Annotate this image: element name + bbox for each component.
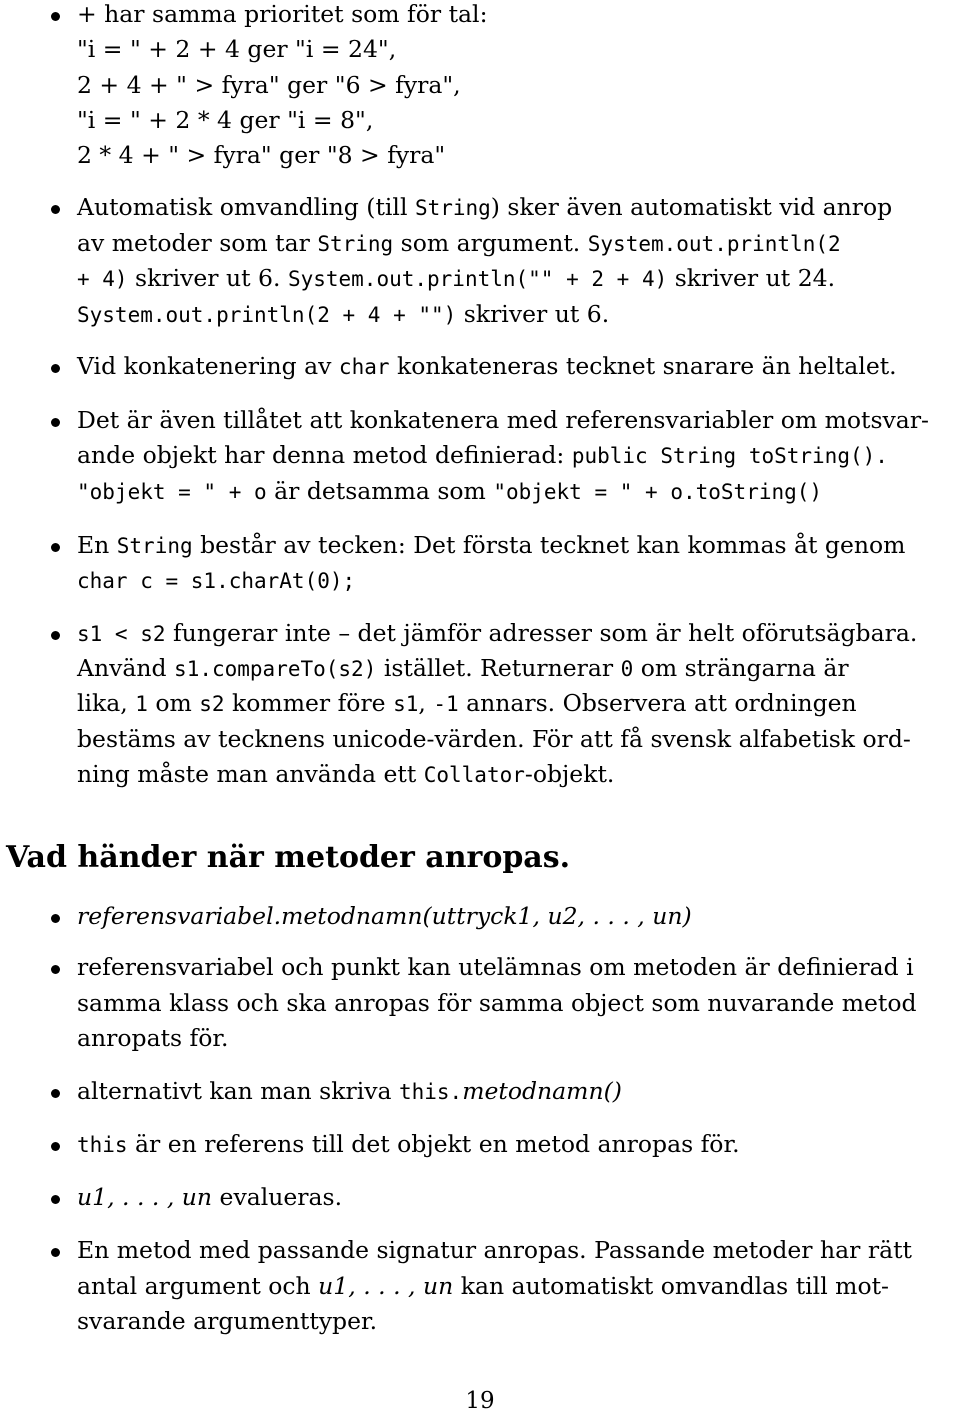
text-span: istället. Returnerar — [376, 654, 621, 682]
italic-span: referensvariabel.metodnamn(uttryck1, u2, . . . , un) — [77, 902, 692, 930]
text-span: kommer före — [224, 689, 394, 717]
code-span: String — [414, 196, 491, 220]
text-line — [77, 686, 960, 723]
bullet-icon — [51, 965, 60, 974]
text-line — [77, 103, 960, 139]
italic-span: metodnamn() — [462, 1077, 622, 1105]
text-span: kan automatiskt omvandlas till mot- — [453, 1272, 889, 1300]
code-span: s1.compareTo(s2) — [174, 657, 377, 681]
text-line — [77, 757, 960, 794]
text-line — [77, 138, 960, 174]
code-span: System.out.println(2 + 4 + "") — [77, 303, 457, 327]
section-heading: Vad händer när metoder anropas. — [6, 840, 571, 875]
code-span: + 4) — [77, 267, 128, 291]
text-span: En — [77, 531, 117, 559]
text-span: som argument. — [393, 229, 588, 257]
text-span: , — [418, 689, 434, 717]
text-line — [77, 1074, 960, 1111]
text-span: anropats för. — [77, 1024, 229, 1052]
bullet-icon — [51, 1248, 60, 1257]
text-line — [77, 528, 960, 565]
code-span: this — [77, 1133, 128, 1157]
code-span: System.out.println(2 — [587, 232, 841, 256]
text-span: -objekt. — [524, 760, 615, 788]
code-span: System.out.println("" + 2 + 4) — [287, 267, 668, 291]
text-span: Vid konkatenering av — [77, 352, 339, 380]
text-span: lika, — [77, 689, 136, 717]
page-number: 19 — [465, 1388, 495, 1414]
text-line — [77, 950, 960, 986]
text-span: samma klass och ska anropas för samma object som nuvarande metod — [77, 989, 917, 1017]
code-span: s1 < s2 — [77, 622, 166, 646]
text-line — [77, 722, 960, 758]
text-span: referensvariabel och punkt kan utelämnas om metoden är definierad i — [77, 953, 914, 981]
code-span: s1 — [393, 692, 419, 716]
italic-span: u1, . . . , un — [318, 1272, 454, 1300]
code-span: 1 — [135, 692, 148, 716]
text-span: skriver ut 6. — [127, 264, 288, 292]
bullet-icon — [51, 12, 60, 21]
text-span: svarande argumenttyper. — [77, 1307, 378, 1335]
text-span: fungerar inte – det jämför adresser som är helt oförutsägbara. — [165, 619, 918, 647]
text-span: Automatisk omvandling (till — [77, 193, 415, 221]
text-line — [77, 297, 960, 334]
text-span: "i = " + 2 * 4 ger "i = 8", — [77, 106, 374, 134]
bullet-icon — [51, 364, 60, 373]
bullet-icon — [51, 914, 60, 923]
text-line — [77, 1127, 960, 1164]
code-span: this. — [398, 1080, 463, 1104]
text-span: + har samma prioritet som för tal: — [77, 0, 488, 28]
text-span: består av tecken: Det första tecknet kan kommas åt genom — [192, 531, 906, 559]
code-span: String — [317, 232, 394, 256]
text-span: En metod med passande signatur anropas. Passande metoder har rätt — [77, 1236, 912, 1264]
text-line — [77, 1021, 960, 1057]
text-span: är detsamma som — [266, 477, 494, 505]
text-span: 2 + 4 + " > fyra" ger "6 > fyra", — [77, 71, 461, 99]
text-line — [77, 403, 960, 439]
bullet-icon — [51, 205, 60, 214]
code-span: -1 — [433, 692, 459, 716]
text-line — [77, 0, 960, 33]
text-span: evalueras. — [212, 1183, 343, 1211]
text-span: är en referens till det objekt en metod anropas för. — [127, 1130, 740, 1158]
text-span: alternativt kan man skriva — [77, 1077, 399, 1105]
code-span: "objekt = " + o — [77, 480, 267, 504]
code-span: "objekt = " + o.toString() — [493, 480, 823, 504]
text-line — [77, 474, 960, 511]
bullet-icon — [51, 543, 60, 552]
bullet-icon — [51, 631, 60, 640]
text-line — [77, 190, 960, 227]
text-span: annars. Observera att ordningen — [458, 689, 857, 717]
text-span: ning måste man använda ett — [77, 760, 424, 788]
text-line — [77, 261, 960, 298]
text-span: skriver ut 24. — [667, 264, 836, 292]
text-line — [77, 68, 960, 104]
text-span: ) sker även automatiskt vid anrop — [490, 193, 893, 221]
code-span: s2 — [199, 692, 225, 716]
text-span: ande objekt har denna metod definierad: — [77, 441, 572, 469]
text-span: Det är även tillåtet att konkatenera med referensvariabler om motsvar- — [77, 406, 929, 434]
text-span: bestäms av tecknens unicode-värden. För att få svensk alfabetisk ord- — [77, 725, 911, 753]
code-span: Collator — [423, 763, 525, 787]
text-line — [77, 899, 960, 935]
text-line — [77, 563, 960, 600]
text-span: konkateneras tecknet snarare än heltalet. — [389, 352, 897, 380]
text-line — [77, 438, 960, 475]
text-span: 2 * 4 + " > fyra" ger "8 > fyra" — [77, 141, 446, 169]
text-line — [77, 616, 960, 653]
text-line — [77, 1304, 960, 1340]
text-span: antal argument och — [77, 1272, 319, 1300]
text-line — [77, 226, 960, 263]
text-line — [77, 349, 960, 386]
text-line — [77, 986, 960, 1022]
text-line — [77, 651, 960, 688]
text-span: om strängarna är — [633, 654, 849, 682]
code-span: char c = s1.charAt(0); — [77, 569, 356, 593]
bullet-icon — [51, 1089, 60, 1098]
text-span: skriver ut 6. — [456, 300, 610, 328]
text-line — [77, 1180, 960, 1216]
bullet-icon — [51, 1142, 60, 1151]
text-line — [77, 1233, 960, 1269]
text-line — [77, 1269, 960, 1305]
text-span: om — [147, 689, 200, 717]
bullet-icon — [51, 418, 60, 427]
text-line — [77, 32, 960, 68]
code-span: 0 — [620, 657, 634, 681]
italic-span: u1, . . . , un — [77, 1183, 213, 1211]
text-span: av metoder som tar — [77, 229, 318, 257]
code-span: char — [338, 355, 390, 379]
code-span: public String toString(). — [571, 444, 888, 468]
text-span: Använd — [77, 654, 175, 682]
code-span: String — [116, 534, 193, 558]
bullet-icon — [51, 1195, 60, 1204]
text-span: "i = " + 2 + 4 ger "i = 24", — [77, 35, 397, 63]
